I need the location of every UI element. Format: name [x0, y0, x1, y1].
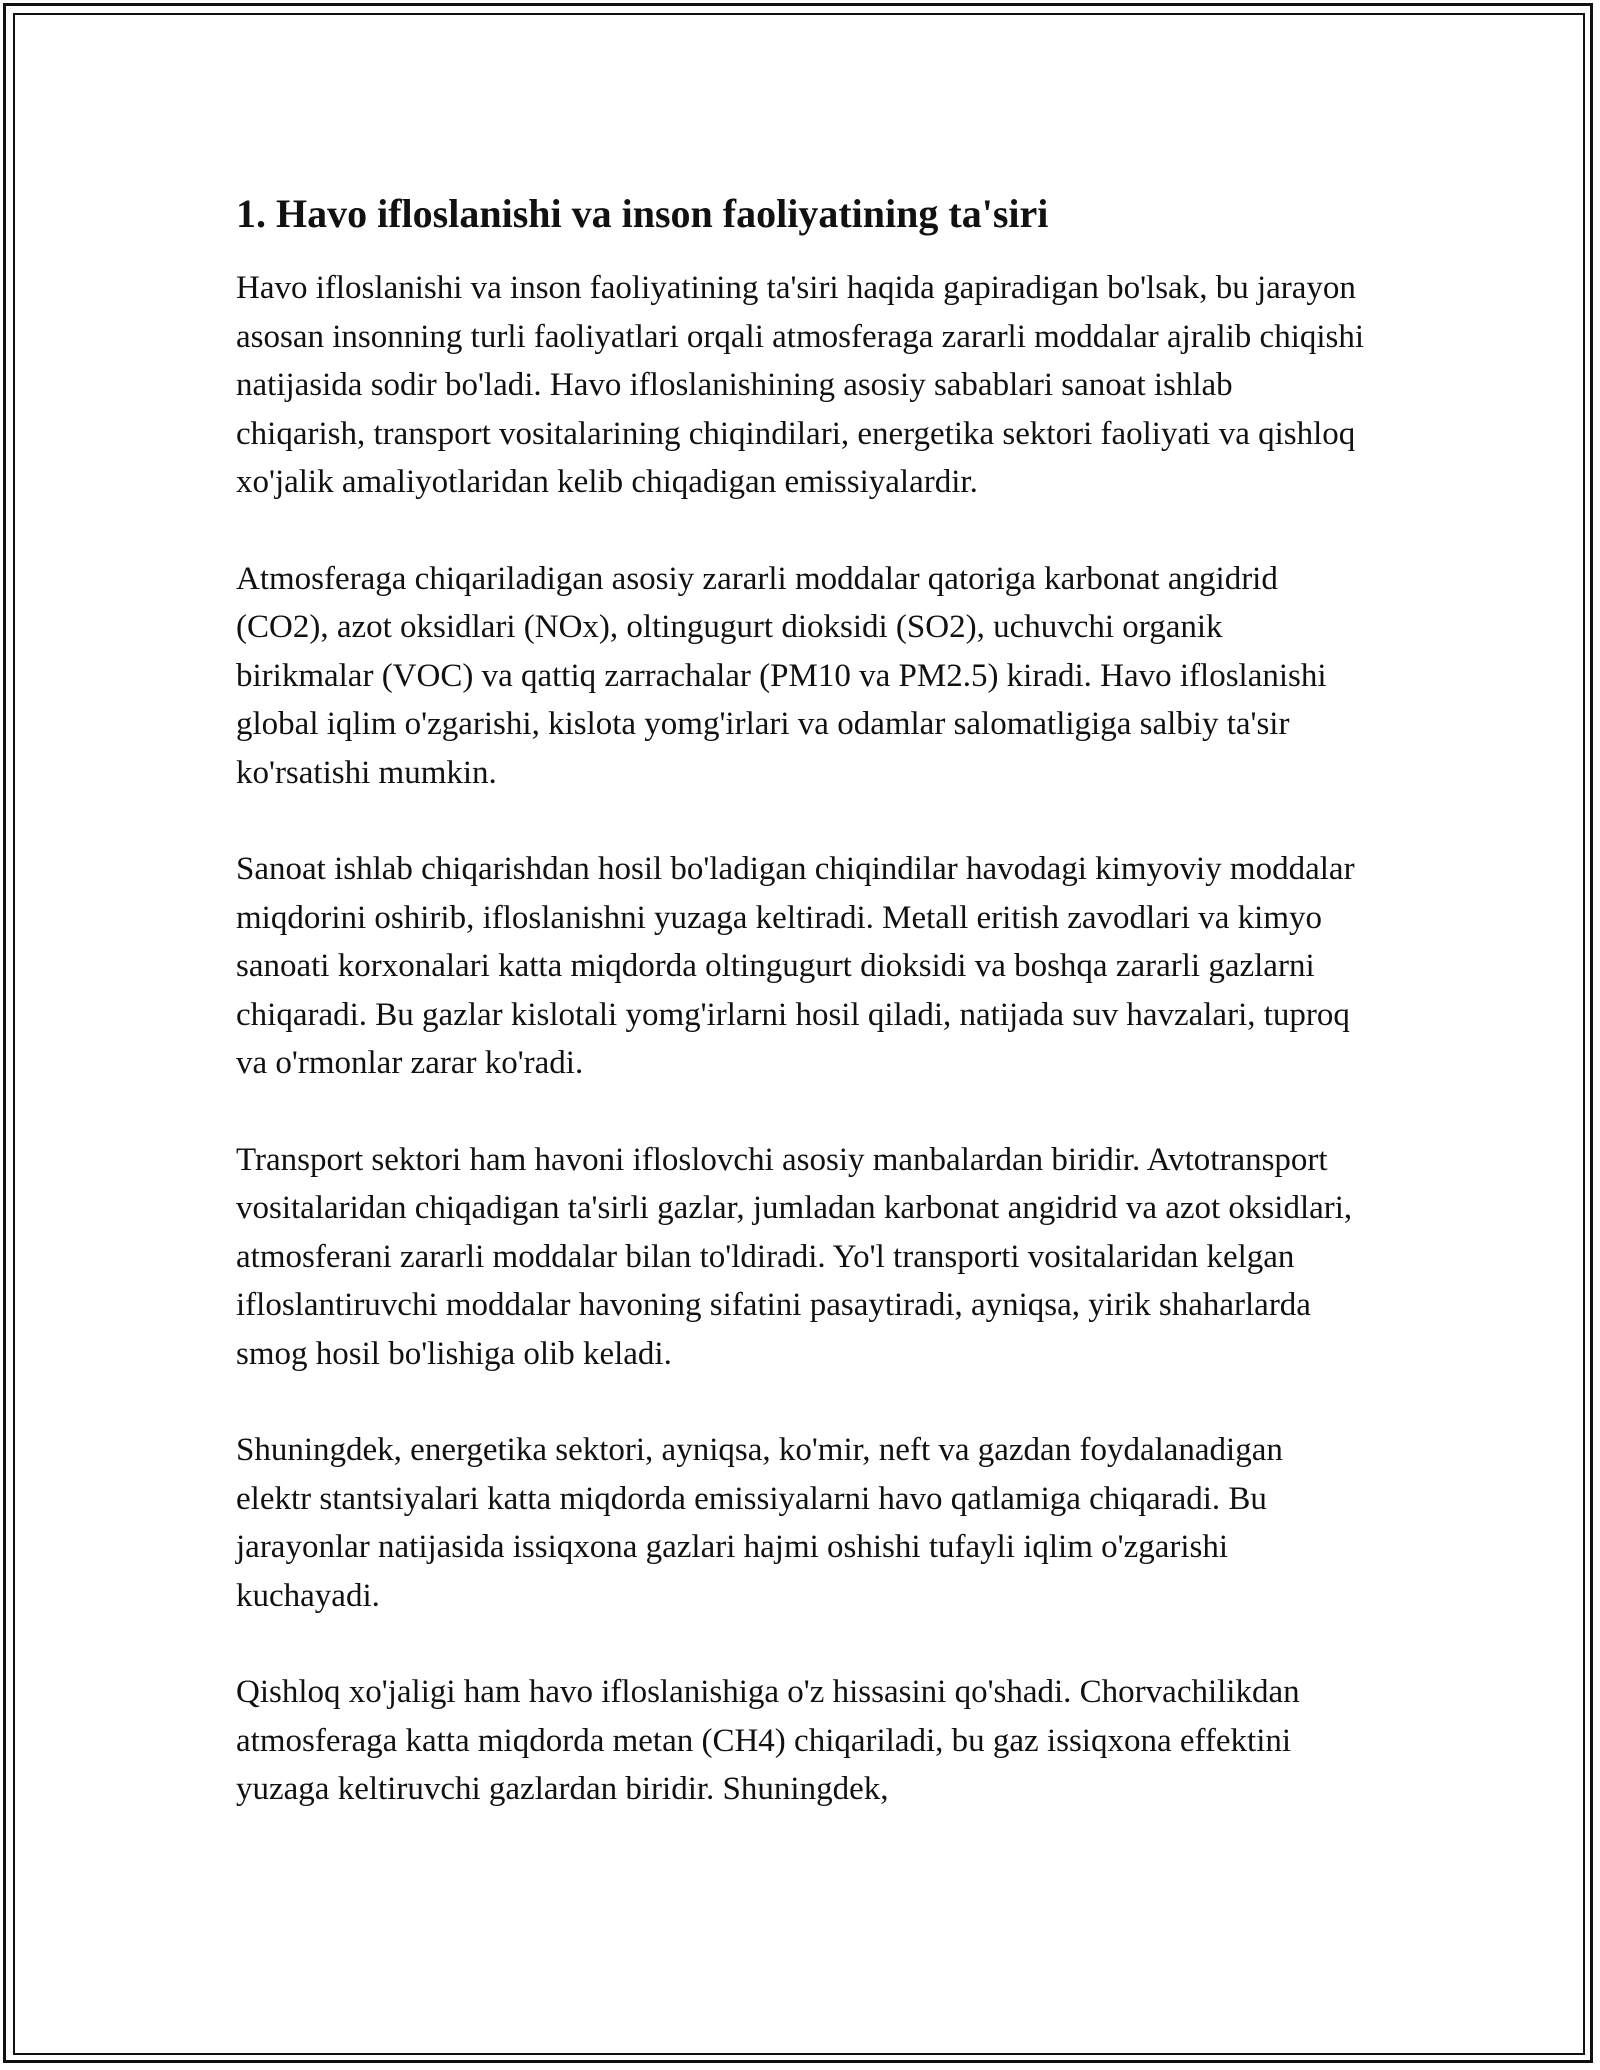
- document-body: [236, 188, 1366, 1862]
- section-heading: 1. Havo ifloslanishi va inson faoliyatining ta'siri: [236, 191, 1049, 236]
- paragraph-1: Havo ifloslanishi va inson faoliyatining ta'siri haqida gapiradigan bo'lsak, bu jarayon asosan insonning turli faoliyatlari orqali atmosferaga zararli moddalar ajralib chiqishi natijasida sodir bo'ladi. Havo ifloslanishining asosiy sabablari sanoat ishlab chiqarish, transport vositalarining chiqindilari, energetika sektori faoliyati va qishloq xo'jalik amaliyotlaridan kelib chiqadigan emissiyalardir.: [236, 270, 1365, 500]
- paragraph-2: Atmosferaga chiqariladigan asosiy zararli moddalar qatoriga karbonat angidrid (CO2), azot oksidlari (NOx), oltingugurt dioksidi (SO2), uchuvchi organik birikmalar (VOC) va qattiq zarrachalar (PM10 va PM2.5) kiradi. Havo ifloslanishi global iqlim o'zgarishi, kislota yomg'irlari va odamlar salomatligiga salbiy ta'sir ko'rsatishi mumkin.: [236, 560, 1327, 791]
- paragraph-4: Transport sektori ham havoni ifloslovchi asosiy manbalardan biridir. Avtotransport vositalaridan chiqadigan ta'sirli gazlar, jumladan karbonat angidrid va azot oksidlari, atmosferani zararli moddalar bilan to'ldiradi. Yo'l transporti vositalaridan kelgan ifloslantiruvchi moddalar havoning sifatini pasaytiradi, ayniqsa, yirik shaharlarda smog hosil bo'lishiga olib keladi.: [236, 1141, 1353, 1372]
- paragraph-3: Sanoat ishlab chiqarishdan hosil bo'ladigan chiqindilar havodagi kimyoviy moddalar miqdorini oshirib, ifloslanishni yuzaga keltiradi. Metall eritish zavodlari va kimyo sanoati korxonalari katta miqdorda oltingugurt dioksidi va boshqa zararli gazlarni chiqaradi. Bu gazlar kislotali yomg'irlarni hosil qiladi, natijada suv havzalari, tuproq va o'rmonlar zarar ko'radi.: [236, 851, 1355, 1081]
- paragraph-5: Shuningdek, energetika sektori, ayniqsa, ko'mir, neft va gazdan foydalanadigan elektr stantsiyalari katta miqdorda emissiyalarni havo qatlamiga chiqaradi. Bu jarayonlar natijasida issiqxona gazlari hajmi oshishi tufayli iqlim o'zgarishi kuchayadi.: [236, 1432, 1283, 1614]
- paragraph-6: Qishloq xo'jaligi ham havo ifloslanishiga o'z hissasini qo'shadi. Chorvachilikdan atmosferaga katta miqdorda metan (CH4) chiqariladi, bu gaz issiqxona effektini yuzaga keltiruvchi gazlardan biridir. Shuningdek,: [236, 1674, 1300, 1807]
